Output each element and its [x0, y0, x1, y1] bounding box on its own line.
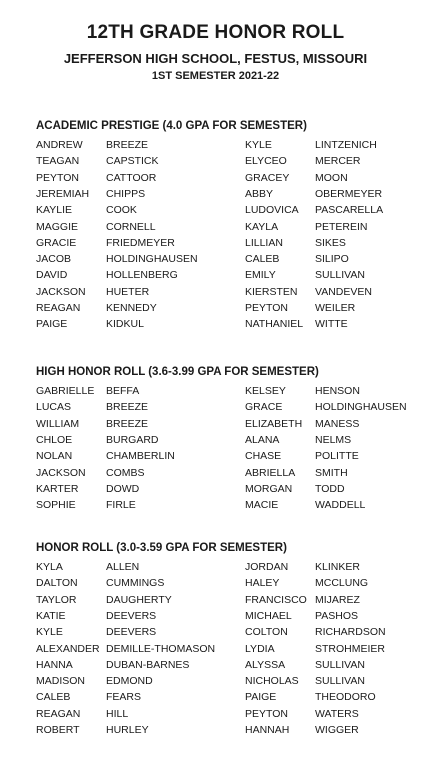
name-row [0, 465, 431, 481]
first-name-left: GRACIE [36, 236, 77, 249]
last-name-left: DUBAN-BARNES [106, 658, 190, 671]
section-heading: HONOR ROLL (3.0-3.59 GPA FOR SEMESTER) [36, 542, 287, 554]
name-row [0, 219, 431, 235]
last-name-right: MANESS [315, 417, 360, 430]
name-row [0, 641, 431, 657]
first-name-left: KARTER [36, 482, 79, 495]
section-heading: HIGH HONOR ROLL (3.6-3.99 GPA FOR SEMESTER) [36, 366, 319, 378]
first-name-right: COLTON [245, 626, 288, 639]
first-name-right: NICHOLAS [245, 675, 299, 688]
first-name-right: PEYTON [245, 302, 288, 314]
last-name-left: FEARS [106, 691, 142, 704]
first-name-right: LILLIAN [245, 236, 283, 249]
last-name-left: KENNEDY [106, 302, 157, 314]
name-row [0, 689, 431, 705]
name-row [0, 722, 431, 738]
last-name-right: SULLIVAN [315, 675, 365, 688]
name-row [0, 497, 431, 513]
last-name-right: STROHMEIER [315, 642, 386, 655]
last-name-right: THEODORO [315, 691, 376, 704]
first-name-left: CHLOE [36, 433, 73, 446]
last-name-right: OBERMEYER [315, 187, 383, 200]
first-name-left: TEAGAN [36, 155, 80, 168]
last-name-left: CUMMINGS [106, 577, 165, 590]
first-name-right: KAYLA [245, 220, 279, 233]
first-name-left: KATIE [36, 609, 66, 622]
first-name-left: NOLAN [36, 450, 73, 463]
first-name-right: KIERSTEN [245, 285, 298, 298]
last-name-right: SULLIVAN [315, 269, 365, 282]
last-name-right: KLINKER [315, 561, 360, 573]
first-name-right: CHASE [245, 450, 282, 463]
last-name-right: POLITTE [315, 450, 359, 463]
first-name-right: LUDOVICA [245, 204, 299, 217]
first-name-left: DALTON [36, 577, 78, 590]
page-title: 12TH GRADE HONOR ROLL [86, 22, 345, 43]
last-name-left: EDMOND [106, 675, 153, 688]
first-name-left: JACKSON [36, 466, 86, 479]
first-name-right: ABRIELLA [245, 466, 296, 479]
last-name-right: SILIPO [315, 253, 349, 266]
first-name-right: EMILY [245, 269, 276, 282]
first-name-left: KYLE [36, 626, 63, 639]
first-name-left: SOPHIE [36, 499, 76, 512]
last-name-left: COOK [106, 204, 137, 217]
last-name-right: HOLDINGHAUSEN [315, 401, 407, 414]
last-name-right: WEILER [315, 302, 356, 314]
last-name-left: BURGARD [106, 433, 159, 446]
last-name-right: HENSON [315, 385, 360, 397]
name-row [0, 235, 431, 251]
first-name-right: GRACE [245, 401, 283, 414]
first-name-left: LUCAS [36, 401, 72, 414]
last-name-left: DAUGHERTY [106, 593, 172, 606]
name-row [0, 608, 431, 624]
first-name-left: JEREMIAH [36, 187, 90, 200]
name-row [0, 432, 431, 448]
first-name-right: ELIZABETH [245, 417, 303, 430]
first-name-left: ALEXANDER [36, 642, 100, 655]
first-name-right: PAIGE [245, 691, 277, 704]
first-name-left: WILLIAM [36, 417, 80, 430]
name-row [0, 383, 431, 399]
name-row [0, 706, 431, 722]
name-row [0, 267, 431, 283]
first-name-left: DAVID [36, 269, 68, 282]
first-name-right: KYLE [245, 139, 272, 151]
last-name-right: SULLIVAN [315, 658, 365, 671]
name-row [0, 416, 431, 432]
last-name-right: PASCARELLA [315, 204, 384, 217]
first-name-left: JACOB [36, 253, 72, 266]
last-name-left: KIDKUL [106, 318, 144, 331]
section-heading: ACADEMIC PRESTIGE (4.0 GPA FOR SEMESTER) [36, 120, 307, 132]
name-row [0, 251, 431, 267]
last-name-left: DEEVERS [106, 626, 157, 639]
name-row [0, 186, 431, 202]
last-name-left: HOLLENBERG [106, 269, 178, 282]
first-name-right: NATHANIEL [245, 318, 304, 331]
last-name-left: HURLEY [106, 724, 149, 736]
first-name-right: GRACEY [245, 171, 290, 184]
first-name-left: PEYTON [36, 171, 79, 184]
first-name-left: ANDREW [36, 139, 83, 151]
first-name-left: PAIGE [36, 318, 68, 331]
last-name-right: MERCER [315, 155, 361, 168]
last-name-right: RICHARDSON [315, 626, 386, 639]
last-name-right: WIGGER [315, 724, 359, 736]
name-row [0, 657, 431, 673]
first-name-left: KAYLIE [36, 204, 72, 217]
first-name-left: TAYLOR [36, 593, 77, 606]
last-name-right: WADDELL [315, 499, 366, 512]
last-name-right: PETEREIN [315, 220, 368, 233]
last-name-left: DOWD [106, 482, 140, 495]
name-row [0, 202, 431, 218]
name-row [0, 592, 431, 608]
first-name-left: HANNA [36, 658, 73, 671]
last-name-left: DEMILLE-THOMASON [106, 642, 216, 655]
first-name-right: ABBY [245, 187, 274, 200]
last-name-right: MOON [315, 171, 348, 184]
last-name-left: BEFFA [106, 385, 140, 397]
name-row [0, 300, 431, 316]
last-name-right: WITTE [315, 318, 348, 331]
last-name-left: CHIPPS [106, 187, 146, 200]
last-name-right: NELMS [315, 433, 352, 446]
last-name-left: CORNELL [106, 220, 156, 233]
last-name-left: CATTOOR [106, 171, 157, 184]
first-name-left: REAGAN [36, 707, 81, 720]
last-name-left: HOLDINGHAUSEN [106, 253, 198, 266]
first-name-left: REAGAN [36, 302, 81, 314]
school-name: JEFFERSON HIGH SCHOOL, FESTUS, MISSOURI [63, 51, 368, 66]
last-name-left: CHAMBERLIN [106, 450, 175, 463]
last-name-left: FIRLE [106, 499, 136, 512]
first-name-left: MADISON [36, 675, 86, 688]
first-name-right: ALANA [245, 433, 280, 446]
first-name-right: LYDIA [245, 642, 275, 655]
last-name-left: DEEVERS [106, 609, 157, 622]
last-name-right: TODD [315, 482, 345, 495]
name-row [0, 575, 431, 591]
first-name-right: HANNAH [245, 724, 290, 736]
name-row [0, 137, 431, 153]
last-name-right: VANDEVEN [315, 285, 372, 298]
last-name-right: SIKES [315, 236, 346, 249]
name-row [0, 399, 431, 415]
name-row [0, 448, 431, 464]
first-name-left: GABRIELLE [36, 385, 95, 397]
first-name-right: ALYSSA [245, 658, 286, 671]
first-name-right: MICHAEL [245, 609, 292, 622]
first-name-left: ROBERT [36, 724, 80, 736]
last-name-left: COMBS [106, 466, 145, 479]
last-name-left: BREEZE [106, 401, 149, 414]
last-name-right: MCCLUNG [315, 577, 369, 590]
name-row [0, 559, 431, 575]
name-row [0, 284, 431, 300]
last-name-right: PASHOS [315, 609, 358, 622]
first-name-right: PEYTON [245, 707, 288, 720]
first-name-left: KYLA [36, 561, 63, 573]
last-name-right: MIJAREZ [315, 593, 360, 606]
first-name-right: CALEB [245, 253, 280, 266]
first-name-right: HALEY [245, 577, 280, 590]
first-name-right: MORGAN [245, 482, 293, 495]
name-row [0, 481, 431, 497]
first-name-right: JORDAN [245, 561, 289, 573]
name-row [0, 316, 431, 332]
first-name-right: KELSEY [245, 385, 286, 397]
last-name-left: HILL [106, 707, 129, 720]
first-name-right: ELYCEO [245, 155, 287, 168]
last-name-left: BREEZE [106, 139, 149, 151]
first-name-left: JACKSON [36, 285, 86, 298]
first-name-left: MAGGIE [36, 220, 79, 233]
name-row [0, 624, 431, 640]
semester-label: 1ST SEMESTER 2021-22 [151, 70, 280, 82]
name-row [0, 673, 431, 689]
last-name-left: ALLEN [106, 561, 140, 573]
first-name-left: CALEB [36, 691, 71, 704]
last-name-left: BREEZE [106, 417, 149, 430]
last-name-right: WATERS [315, 707, 359, 720]
first-name-right: MACIE [245, 499, 279, 512]
last-name-left: FRIEDMEYER [106, 236, 175, 249]
name-row [0, 170, 431, 186]
last-name-left: CAPSTICK [106, 155, 159, 168]
last-name-left: HUETER [106, 285, 150, 298]
last-name-right: SMITH [315, 466, 348, 479]
first-name-right: FRANCISCO [245, 593, 307, 606]
last-name-right: LINTZENICH [315, 139, 377, 151]
name-row [0, 153, 431, 169]
